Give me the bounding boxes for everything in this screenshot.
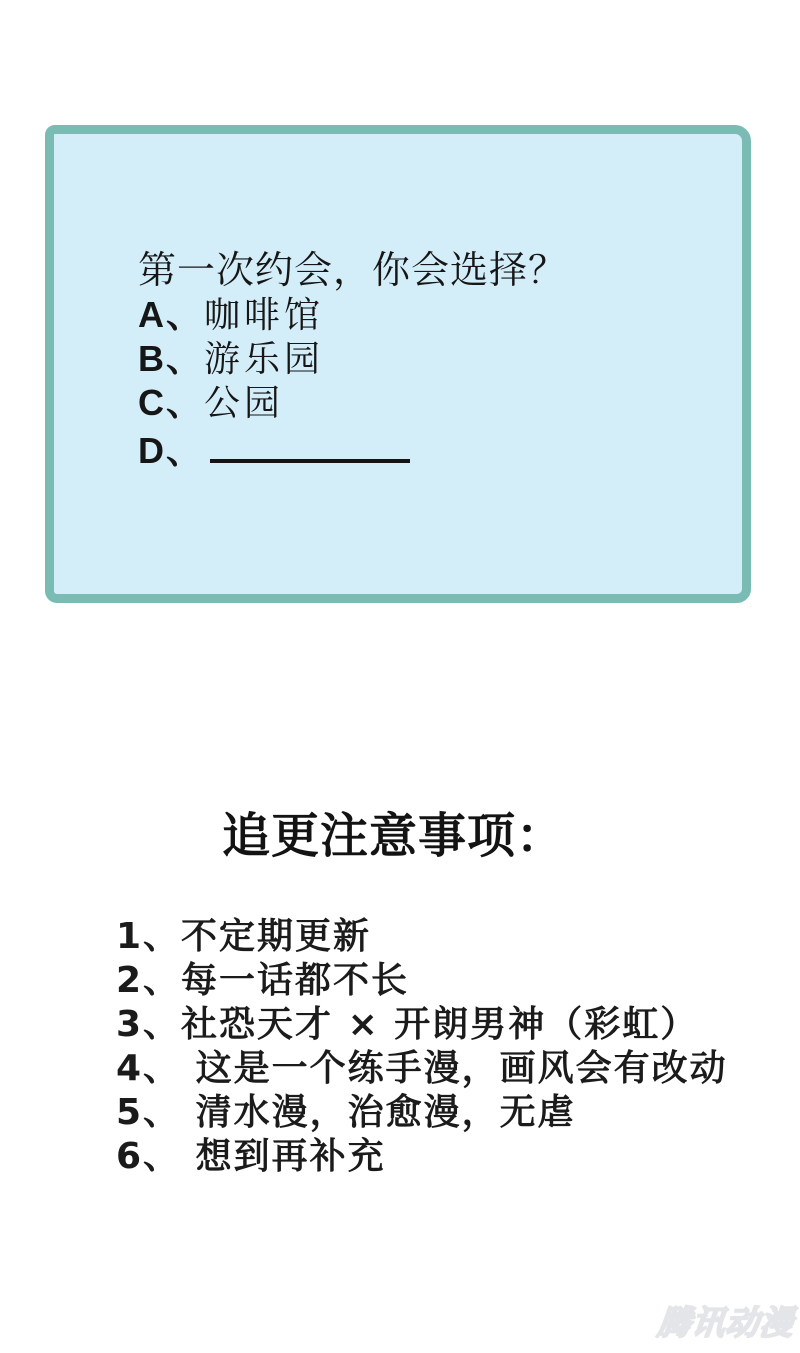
quiz-box [45,125,751,603]
fill-in-blank-line [210,425,410,463]
quiz-option-d-label: D、 [138,430,204,471]
notes-item-4: 4、 这是一个练手漫，画风会有改动 [116,1048,728,1089]
quiz-option-c-label: C、 [138,382,204,423]
notes-item-1: 1、不定期更新 [116,916,372,957]
quiz-option-b-label: B、 [138,338,204,379]
notes-item-6: 6、 想到再补充 [116,1136,386,1177]
quiz-option-a-text: 咖啡馆 [204,295,325,336]
notes-item-3: 3、社恐天才 × 开朗男神（彩虹） [116,1004,699,1045]
quiz-option-c [138,381,567,425]
quiz-content [138,247,567,469]
quiz-question: 第一次约会，你会选择？ [138,248,568,292]
notes-list [116,915,728,1179]
quiz-option-d [138,425,567,469]
quiz-option-b [138,337,567,381]
quiz-option-a [138,293,567,337]
quiz-option-b-text: 游乐园 [204,339,325,380]
quiz-option-a-label: A、 [138,294,204,335]
notes-item-5: 5、 清水漫，治愈漫，无虐 [116,1092,576,1133]
tencent-comics-watermark: 腾讯动漫 [655,1303,796,1342]
notes-item-2: 2、每一话都不长 [116,960,410,1001]
quiz-option-c-text: 公园 [204,383,285,424]
notes-heading: 追更注意事项： [222,808,566,864]
